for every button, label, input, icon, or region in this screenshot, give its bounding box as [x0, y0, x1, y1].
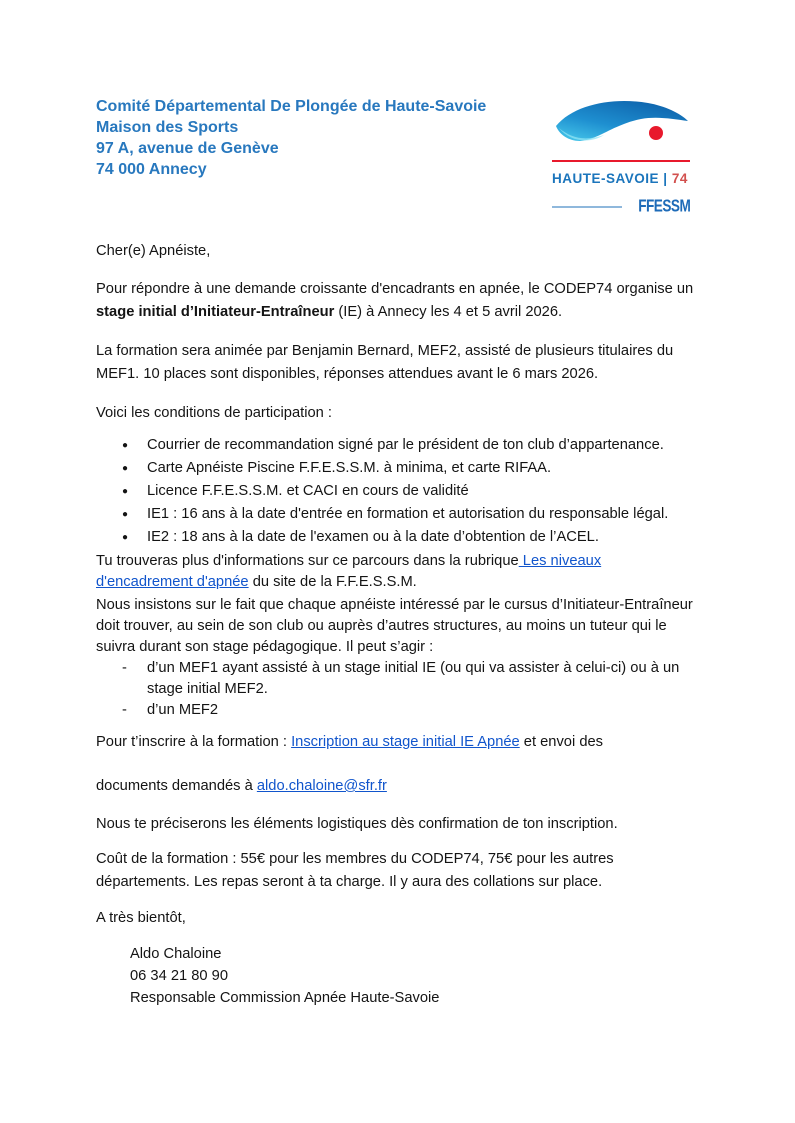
more-info-text-1: Tu trouveras plus d'informations sur ce parcours dans la rubrique — [96, 553, 519, 569]
sender-city-line: 74 000 Annecy — [96, 161, 207, 178]
wave-logo-icon — [552, 95, 690, 155]
condition-item — [96, 480, 699, 503]
more-info-paragraph — [96, 551, 699, 593]
department-number: 74 — [671, 171, 688, 186]
condition-text: Courrier de recommandation signé par le président de ton club d’appartenance. — [147, 437, 664, 453]
contact-email-link[interactable]: aldo.chaloine@sfr.fr — [256, 778, 387, 794]
letterhead — [96, 96, 699, 216]
federation-name: FFESSM — [637, 197, 690, 216]
signature-phone: 06 34 21 80 90 — [130, 968, 229, 984]
condition-item — [96, 503, 699, 526]
conditions-intro: Voici les conditions de participation : — [96, 405, 332, 421]
documents-paragraph — [96, 775, 699, 798]
registration-paragraph — [96, 731, 699, 754]
intro-text-1: Pour répondre à une demande croissante d'encadrants en apnée, le CODEP74 organise un — [96, 281, 694, 297]
closing-line: A très bientôt, — [96, 910, 186, 926]
registration-text-1: Pour t’inscrire à la formation : — [96, 734, 292, 750]
sender-org-line: Comité Départemental De Plongée de Haute-Savoie — [96, 98, 487, 115]
tutor-option-text: d’un MEF2 — [147, 702, 219, 718]
dash-marker: - — [122, 702, 127, 718]
intro-paragraph — [96, 278, 699, 324]
haute-savoie-ffessm-logo — [552, 95, 690, 218]
training-details-paragraph: La formation sera animée par Benjamin Bernard, MEF2, assisté de plusieurs titulaires du MEF1. 10 places sont disponibles, réponses attendues avant le 6 mars 2026. — [96, 343, 674, 382]
condition-item — [96, 434, 699, 457]
conditions-list — [96, 434, 699, 549]
tutor-option-item — [96, 700, 699, 721]
salutation: Cher(e) Apnéiste, — [96, 243, 211, 259]
documents-text: documents demandés à — [96, 778, 257, 794]
logo-region-label — [552, 167, 690, 190]
logo-red-dot — [649, 126, 663, 140]
tutor-option-item — [96, 658, 699, 700]
wave-shape — [556, 101, 688, 141]
logo-red-divider — [552, 160, 690, 162]
logo-blue-divider — [552, 206, 622, 208]
condition-text: IE2 : 18 ans à la date de l'examen ou à la date d’obtention de l’ACEL. — [147, 529, 599, 545]
stage-title-bold: stage initial d’Initiateur-Entraîneur — [96, 304, 335, 320]
logo-federation-row — [552, 195, 690, 218]
sender-address-line: Maison des Sports — [96, 119, 239, 136]
signature-name: Aldo Chaloine — [130, 946, 222, 962]
logistics-paragraph: Nous te préciserons les éléments logistiques dès confirmation de ton inscription. — [96, 816, 618, 832]
intro-text-2: (IE) à Annecy les 4 et 5 avril 2026. — [334, 304, 563, 320]
bullet-marker: ● — [122, 463, 129, 474]
condition-item — [96, 526, 699, 549]
cost-paragraph: Coût de la formation : 55€ pour les membres du CODEP74, 75€ pour les autres départements. Les repas seront à ta charge. Il y aura des collations sur place. — [96, 851, 614, 890]
more-info-text-2: du site de la F.F.E.S.S.M. — [248, 574, 417, 590]
tutor-options-list — [96, 658, 699, 721]
registration-text-2: et envoi des — [519, 734, 604, 750]
dash-marker: - — [122, 660, 127, 676]
link-text-line2[interactable]: d'encadrement d'apnée — [96, 574, 249, 590]
sender-address-line: 97 A, avenue de Genève — [96, 140, 279, 157]
region-separator: | — [663, 171, 668, 186]
link-text-line1[interactable]: Les niveaux — [518, 553, 602, 569]
condition-text: IE1 : 16 ans à la date d'entrée en formation et autorisation du responsable légal. — [147, 506, 669, 522]
bullet-marker: ● — [122, 440, 129, 451]
condition-item — [96, 457, 699, 480]
bullet-marker: ● — [122, 486, 129, 497]
inscription-form-link[interactable]: Inscription au stage initial IE Apnée — [291, 734, 520, 750]
bullet-marker: ● — [122, 509, 129, 520]
condition-text: Licence F.F.E.S.S.M. et CACI en cours de validité — [147, 483, 469, 499]
region-name: HAUTE-SAVOIE — [552, 171, 660, 186]
tutor-option-text: d’un MEF1 ayant assisté à un stage initial IE (ou qui va assister à celui-ci) ou à un stage initial MEF2. — [147, 660, 680, 697]
condition-text: Carte Apnéiste Piscine F.F.E.S.S.M. à minima, et carte RIFAA. — [147, 460, 552, 476]
signature-title: Responsable Commission Apnée Haute-Savoie — [130, 990, 440, 1006]
signature-block — [96, 943, 699, 1009]
tutor-requirement-paragraph: Nous insistons sur le fait que chaque apnéiste intéressé par le cursus d’Initiateur-Entraîneur doit trouver, au sein de son club ou auprès d’autres structures, au moins un tuteur qui le suivra durant son stage pédagogique. Il peut s’agir : — [96, 597, 693, 655]
bullet-marker: ● — [122, 532, 129, 543]
